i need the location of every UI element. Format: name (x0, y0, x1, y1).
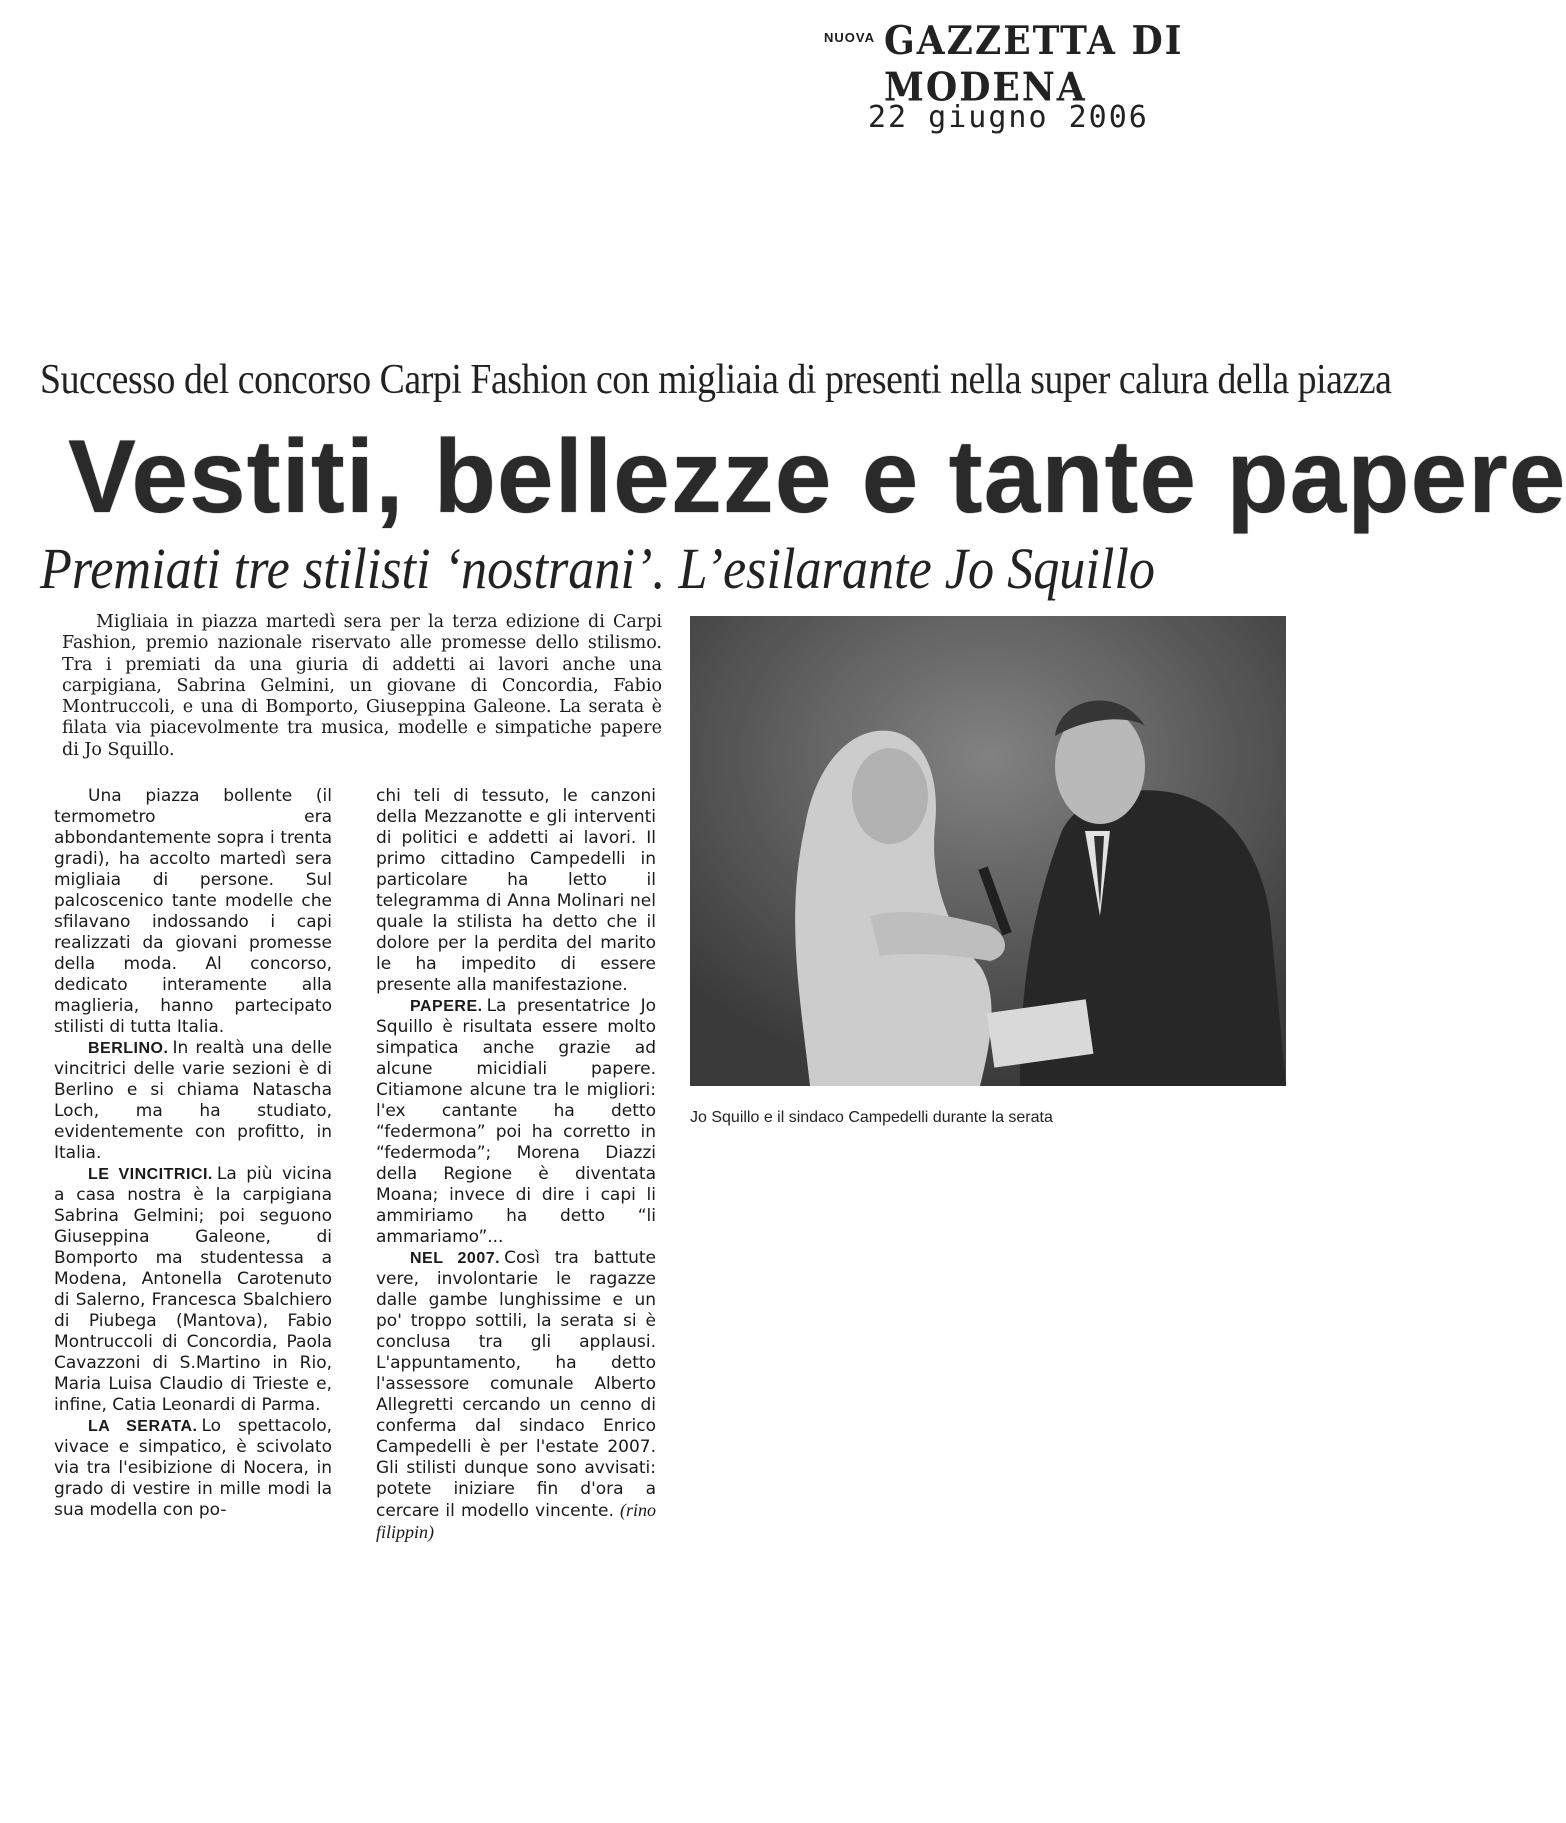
column-1-paragraph-2 (54, 1038, 332, 1164)
publication-date: 22 giugno 2006 (868, 100, 1149, 135)
column-2-paragraph-2 (376, 996, 656, 1248)
column-1-paragraph-4 (54, 1416, 332, 1521)
column-1-paragraph-3 (54, 1164, 332, 1416)
photo-image (690, 616, 1286, 1086)
masthead-newspaper-name: GAZZETTA DI MODENA (884, 17, 1184, 111)
section-heading-vincitrici: LE VINCITRICI. (88, 1166, 213, 1183)
article-title: Vestiti, bellezze e tante papere (68, 419, 1566, 535)
section-text-berlino: In realtà una delle vincitrici delle varie sezioni è di Berlino e si chiama Natascha Loch, ma ha studiato, evidentemente con profitto, in Italia. (54, 1038, 332, 1163)
column-2-paragraph-3 (376, 1248, 656, 1544)
article-lead: Migliaia in piazza martedì sera per la terza edizione di Carpi Fashion, premio nazionale riservato alle promesse dello stilismo. Tra i premiati da una giuria di addetti ai lavori anche una carpigiana, Sabrina Gelmini, un giovane di Concordia, Fabio Montruccoli, e una di Bomporto, Giuseppina Galeone. La serata è filata via piacevolmente tra musica, modelle e simpatiche papere di Jo Squillo. (62, 612, 662, 760)
article-column-2 (376, 786, 656, 1544)
section-text-papere: La presentatrice Jo Squillo è risultata essere molto simpatica anche grazie ad alcune micidiali papere. Citiamone alcune tra le migliori: l'ex cantante ha detto “federmona” poi ha corretto in “federmoda”; Morena Diazzi della Regione è diventata Moana; invece di dire i capi li ammiriamo ha detto “li ammariamo”... (376, 996, 656, 1247)
article-subtitle: Premiati tre stilisti ‘nostrani’. L’esilarante Jo Squillo (40, 536, 1156, 601)
column-2-paragraph-1: chi teli di tessuto, le canzoni della Mezzanotte e gli interventi di politici e addetti ai lavori. Il primo cittadino Campedelli in particolare ha letto il telegramma di Anna Molinari nel quale la stilista ha detto che il dolore per la perdita del marito le ha impedito di essere presente alla manifestazione. (376, 786, 656, 995)
section-text-2007: Così tra battute vere, involontarie le ragazze dalle gambe lunghissime e un po' troppo sottili, la serata si è conclusa tra gli applausi. L'appuntamento, ha detto l'assessore comunale Alberto Allegretti cercando un cenno di conferma dal sindaco Enrico Campedelli è per l'estate 2007. Gli stilisti dunque sono avvisati: potete iniziare fin d'ora a cercare il modello vincente. (376, 1248, 656, 1521)
section-heading-papere: PAPERE. (410, 998, 483, 1015)
section-heading-berlino: BERLINO. (88, 1040, 169, 1057)
article-photo (690, 616, 1286, 1086)
author-signature: (rino filippin) (376, 1500, 656, 1542)
article-kicker: Successo del concorso Carpi Fashion con migliaia di presenti nella super calura della piazza (40, 357, 1392, 403)
section-text-vincitrici: La più vicina a casa nostra è la carpigiana Sabrina Gelmini; poi seguono Giuseppina Galeone, di Bomporto ma studentessa a Modena, Antonella Carotenuto di Salerno, Francesca Sbalchiero di Piubega (Mantova), Fabio Montruccoli di Concordia, Paola Cavazzoni di S.Martino in Rio, Maria Luisa Claudio di Trieste e, infine, Catia Leonardi di Parma. (54, 1164, 332, 1415)
section-text-serata: Lo spettacolo, vivace e simpatico, è scivolato via tra l'esibizione di Nocera, in grado di vestire in mille modi la sua modella con po- (54, 1416, 333, 1520)
column-1-paragraph-1: Una piazza bollente (il termometro era abbondantemente sopra i trenta gradi), ha accolto martedì sera migliaia di persone. Sul palcoscenico tante modelle che sfilavano indossando i capi realizzati da giovani promesse della moda. Al concorso, dedicato interamente alla maglieria, hanno partecipato stilisti di tutta Italia. (54, 786, 332, 1037)
section-heading-serata: LA SERATA. (88, 1418, 198, 1435)
section-heading-2007: NEL 2007. (410, 1250, 501, 1267)
photo-caption: Jo Squillo e il sindaco Campedelli durante la serata (690, 1109, 1053, 1126)
masthead-prefix: NUOVA (824, 30, 875, 45)
article-column-1 (54, 786, 332, 1521)
